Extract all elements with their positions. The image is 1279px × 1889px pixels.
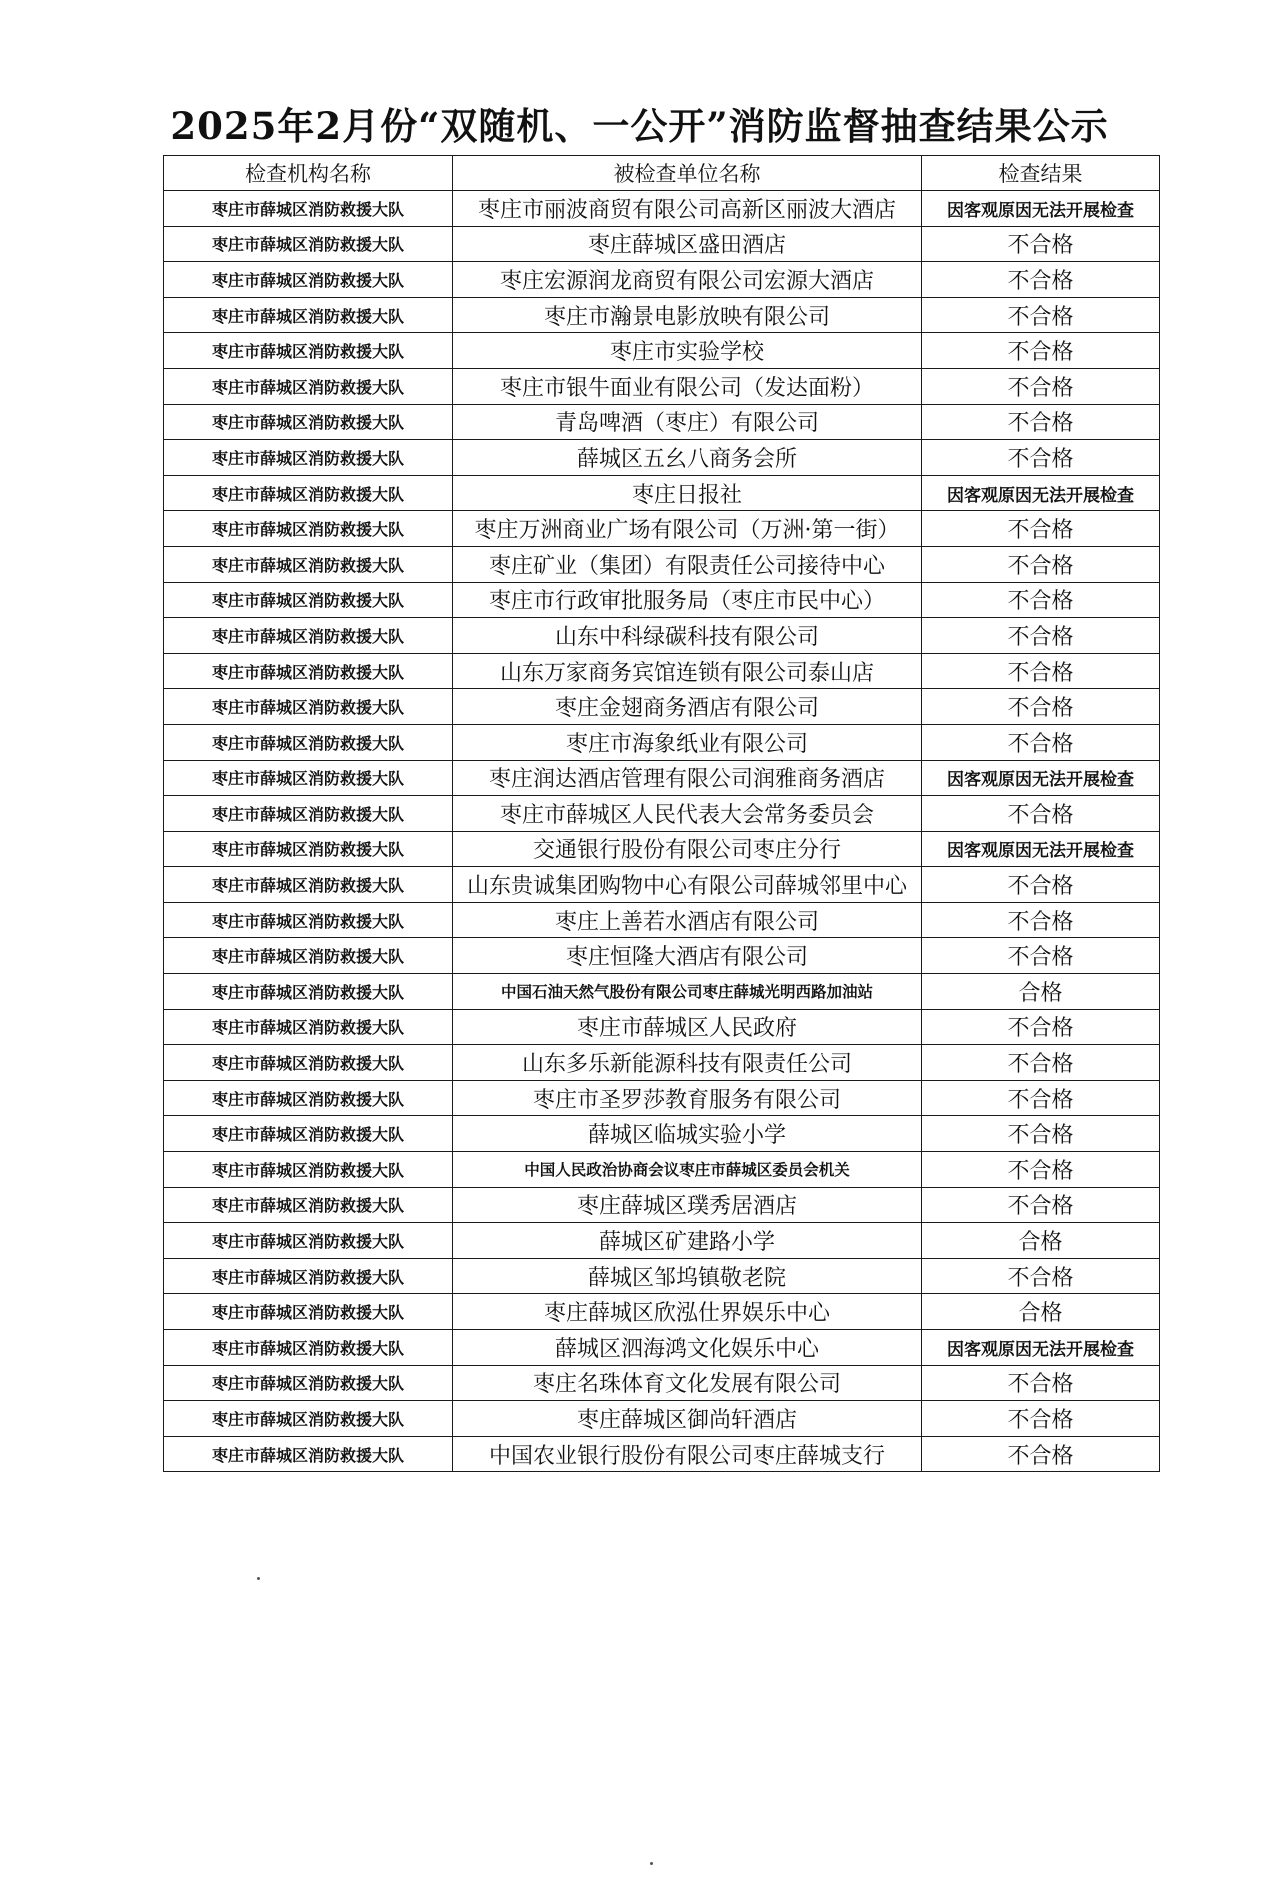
table-row (164, 333, 1160, 369)
table-row (164, 546, 1160, 582)
table-row (164, 191, 1160, 227)
table-row (164, 724, 1160, 760)
cell-inspection-result: 合格 (922, 1223, 1160, 1259)
cell-inspected-unit: 枣庄市丽波商贸有限公司高新区丽波大酒店 (453, 191, 922, 227)
table-row (164, 938, 1160, 974)
cell-inspection-agency: 枣庄市薛城区消防救援大队 (164, 902, 453, 938)
cell-inspection-result: 不合格 (922, 546, 1160, 582)
cell-inspected-unit: 中国石油天然气股份有限公司枣庄薛城光明西路加油站 (453, 974, 922, 1010)
cell-inspection-result: 因客观原因无法开展检查 (922, 760, 1160, 796)
cell-inspected-unit: 枣庄宏源润龙商贸有限公司宏源大酒店 (453, 262, 922, 298)
cell-inspection-result: 不合格 (922, 262, 1160, 298)
table-row (164, 1152, 1160, 1188)
table-row (164, 511, 1160, 547)
cell-inspected-unit: 青岛啤酒（枣庄）有限公司 (453, 404, 922, 440)
cell-inspection-result: 不合格 (922, 511, 1160, 547)
cell-inspection-result: 不合格 (922, 226, 1160, 262)
cell-inspection-agency: 枣庄市薛城区消防救援大队 (164, 831, 453, 867)
cell-inspected-unit: 枣庄市海象纸业有限公司 (453, 724, 922, 760)
cell-inspection-agency: 枣庄市薛城区消防救援大队 (164, 333, 453, 369)
cell-inspection-result: 合格 (922, 1294, 1160, 1330)
cell-inspection-agency: 枣庄市薛城区消防救援大队 (164, 974, 453, 1010)
cell-inspected-unit: 交通银行股份有限公司枣庄分行 (453, 831, 922, 867)
cell-inspection-result: 不合格 (922, 333, 1160, 369)
cell-inspection-result: 不合格 (922, 1436, 1160, 1472)
inspection-results-table (163, 155, 1160, 1472)
cell-inspection-agency: 枣庄市薛城区消防救援大队 (164, 511, 453, 547)
cell-inspection-result: 不合格 (922, 368, 1160, 404)
cell-inspected-unit: 薛城区泗海鸿文化娱乐中心 (453, 1330, 922, 1366)
cell-inspection-result: 因客观原因无法开展检查 (922, 475, 1160, 511)
cell-inspected-unit: 枣庄市银牛面业有限公司（发达面粉） (453, 368, 922, 404)
table-row (164, 902, 1160, 938)
cell-inspection-agency: 枣庄市薛城区消防救援大队 (164, 191, 453, 227)
cell-inspection-result: 不合格 (922, 1080, 1160, 1116)
cell-inspected-unit: 薛城区矿建路小学 (453, 1223, 922, 1259)
table-row (164, 867, 1160, 903)
cell-inspection-result: 不合格 (922, 1258, 1160, 1294)
header-inspected-unit: 被检查单位名称 (453, 156, 922, 191)
table-row (164, 1436, 1160, 1472)
cell-inspection-result: 合格 (922, 974, 1160, 1010)
cell-inspection-result: 不合格 (922, 297, 1160, 333)
cell-inspection-result: 不合格 (922, 796, 1160, 832)
cell-inspection-result: 不合格 (922, 902, 1160, 938)
cell-inspection-result: 不合格 (922, 867, 1160, 903)
table-row (164, 1045, 1160, 1081)
cell-inspection-agency: 枣庄市薛城区消防救援大队 (164, 1045, 453, 1081)
cell-inspected-unit: 枣庄名珠体育文化发展有限公司 (453, 1365, 922, 1401)
table-row (164, 440, 1160, 476)
cell-inspection-agency: 枣庄市薛城区消防救援大队 (164, 618, 453, 654)
cell-inspected-unit: 枣庄恒隆大酒店有限公司 (453, 938, 922, 974)
cell-inspection-result: 不合格 (922, 938, 1160, 974)
cell-inspected-unit: 枣庄万洲商业广场有限公司（万洲·第一街） (453, 511, 922, 547)
cell-inspection-agency: 枣庄市薛城区消防救援大队 (164, 582, 453, 618)
cell-inspected-unit: 枣庄市实验学校 (453, 333, 922, 369)
cell-inspection-result: 不合格 (922, 1009, 1160, 1045)
cell-inspected-unit: 枣庄薛城区盛田酒店 (453, 226, 922, 262)
table-row (164, 1401, 1160, 1437)
cell-inspection-result: 不合格 (922, 1365, 1160, 1401)
scan-speck (257, 1577, 260, 1580)
cell-inspected-unit: 枣庄润达酒店管理有限公司润雅商务酒店 (453, 760, 922, 796)
cell-inspection-agency: 枣庄市薛城区消防救援大队 (164, 1401, 453, 1437)
cell-inspection-result: 不合格 (922, 1187, 1160, 1223)
cell-inspected-unit: 山东万家商务宾馆连锁有限公司泰山店 (453, 653, 922, 689)
cell-inspected-unit: 中国人民政治协商会议枣庄市薛城区委员会机关 (453, 1152, 922, 1188)
cell-inspection-result: 不合格 (922, 1401, 1160, 1437)
cell-inspection-agency: 枣庄市薛城区消防救援大队 (164, 1223, 453, 1259)
cell-inspected-unit: 枣庄薛城区欣泓仕界娱乐中心 (453, 1294, 922, 1330)
header-inspection-agency: 检查机构名称 (164, 156, 453, 191)
cell-inspection-agency: 枣庄市薛城区消防救援大队 (164, 1436, 453, 1472)
cell-inspection-agency: 枣庄市薛城区消防救援大队 (164, 1330, 453, 1366)
cell-inspection-agency: 枣庄市薛城区消防救援大队 (164, 1009, 453, 1045)
cell-inspection-result: 不合格 (922, 1116, 1160, 1152)
table-row (164, 1294, 1160, 1330)
cell-inspection-agency: 枣庄市薛城区消防救援大队 (164, 546, 453, 582)
table-row (164, 1116, 1160, 1152)
table-row (164, 689, 1160, 725)
cell-inspected-unit: 山东多乐新能源科技有限责任公司 (453, 1045, 922, 1081)
cell-inspection-agency: 枣庄市薛城区消防救援大队 (164, 867, 453, 903)
cell-inspection-agency: 枣庄市薛城区消防救援大队 (164, 724, 453, 760)
cell-inspection-result: 不合格 (922, 1152, 1160, 1188)
cell-inspected-unit: 山东贵诚集团购物中心有限公司薛城邻里中心 (453, 867, 922, 903)
cell-inspection-agency: 枣庄市薛城区消防救援大队 (164, 262, 453, 298)
cell-inspection-agency: 枣庄市薛城区消防救援大队 (164, 760, 453, 796)
table-row (164, 760, 1160, 796)
table-row (164, 796, 1160, 832)
document-title: 2025年2月份“双随机、一公开”消防监督抽查结果公示 (170, 104, 1109, 148)
table-row (164, 1009, 1160, 1045)
cell-inspection-agency: 枣庄市薛城区消防救援大队 (164, 475, 453, 511)
cell-inspection-result: 因客观原因无法开展检查 (922, 1330, 1160, 1366)
header-inspection-result: 检查结果 (922, 156, 1160, 191)
cell-inspection-agency: 枣庄市薛城区消防救援大队 (164, 226, 453, 262)
cell-inspected-unit: 枣庄上善若水酒店有限公司 (453, 902, 922, 938)
table-row (164, 226, 1160, 262)
cell-inspected-unit: 枣庄市薛城区人民政府 (453, 1009, 922, 1045)
cell-inspected-unit: 枣庄市薛城区人民代表大会常务委员会 (453, 796, 922, 832)
cell-inspection-result: 不合格 (922, 404, 1160, 440)
cell-inspection-result: 因客观原因无法开展检查 (922, 831, 1160, 867)
cell-inspected-unit: 枣庄金翅商务酒店有限公司 (453, 689, 922, 725)
cell-inspected-unit: 薛城区五幺八商务会所 (453, 440, 922, 476)
cell-inspection-agency: 枣庄市薛城区消防救援大队 (164, 938, 453, 974)
table-row (164, 475, 1160, 511)
table-row (164, 1187, 1160, 1223)
cell-inspection-agency: 枣庄市薛城区消防救援大队 (164, 689, 453, 725)
table-row (164, 582, 1160, 618)
table-row (164, 831, 1160, 867)
cell-inspection-agency: 枣庄市薛城区消防救援大队 (164, 1365, 453, 1401)
cell-inspected-unit: 枣庄市瀚景电影放映有限公司 (453, 297, 922, 333)
cell-inspection-agency: 枣庄市薛城区消防救援大队 (164, 796, 453, 832)
table-row (164, 1080, 1160, 1116)
cell-inspection-agency: 枣庄市薛城区消防救援大队 (164, 440, 453, 476)
cell-inspection-agency: 枣庄市薛城区消防救援大队 (164, 1187, 453, 1223)
table-header-row (164, 156, 1160, 191)
cell-inspection-agency: 枣庄市薛城区消防救援大队 (164, 1294, 453, 1330)
cell-inspection-result: 不合格 (922, 1045, 1160, 1081)
table-row (164, 974, 1160, 1010)
cell-inspection-agency: 枣庄市薛城区消防救援大队 (164, 653, 453, 689)
cell-inspection-result: 不合格 (922, 689, 1160, 725)
table-row (164, 1223, 1160, 1259)
cell-inspected-unit: 枣庄市行政审批服务局（枣庄市民中心） (453, 582, 922, 618)
cell-inspected-unit: 枣庄日报社 (453, 475, 922, 511)
cell-inspected-unit: 枣庄薛城区璞秀居酒店 (453, 1187, 922, 1223)
cell-inspection-agency: 枣庄市薛城区消防救援大队 (164, 1080, 453, 1116)
cell-inspection-result: 不合格 (922, 440, 1160, 476)
cell-inspection-result: 因客观原因无法开展检查 (922, 191, 1160, 227)
table-row (164, 1365, 1160, 1401)
table-row (164, 653, 1160, 689)
cell-inspection-result: 不合格 (922, 724, 1160, 760)
cell-inspected-unit: 枣庄薛城区御尚轩酒店 (453, 1401, 922, 1437)
scan-speck (650, 1862, 653, 1865)
cell-inspected-unit: 薛城区邹坞镇敬老院 (453, 1258, 922, 1294)
table-row (164, 1330, 1160, 1366)
table-row (164, 404, 1160, 440)
cell-inspection-agency: 枣庄市薛城区消防救援大队 (164, 404, 453, 440)
table-row (164, 1258, 1160, 1294)
table-row (164, 262, 1160, 298)
cell-inspected-unit: 枣庄矿业（集团）有限责任公司接待中心 (453, 546, 922, 582)
table-row (164, 368, 1160, 404)
table-body (164, 191, 1160, 1472)
cell-inspection-result: 不合格 (922, 618, 1160, 654)
cell-inspected-unit: 中国农业银行股份有限公司枣庄薛城支行 (453, 1436, 922, 1472)
cell-inspection-agency: 枣庄市薛城区消防救援大队 (164, 1258, 453, 1294)
cell-inspection-agency: 枣庄市薛城区消防救援大队 (164, 297, 453, 333)
table-row (164, 618, 1160, 654)
cell-inspection-result: 不合格 (922, 653, 1160, 689)
cell-inspected-unit: 枣庄市圣罗莎教育服务有限公司 (453, 1080, 922, 1116)
cell-inspection-agency: 枣庄市薛城区消防救援大队 (164, 1152, 453, 1188)
cell-inspection-agency: 枣庄市薛城区消防救援大队 (164, 368, 453, 404)
cell-inspected-unit: 山东中科绿碳科技有限公司 (453, 618, 922, 654)
cell-inspected-unit: 薛城区临城实验小学 (453, 1116, 922, 1152)
cell-inspection-result: 不合格 (922, 582, 1160, 618)
table-row (164, 297, 1160, 333)
cell-inspection-agency: 枣庄市薛城区消防救援大队 (164, 1116, 453, 1152)
